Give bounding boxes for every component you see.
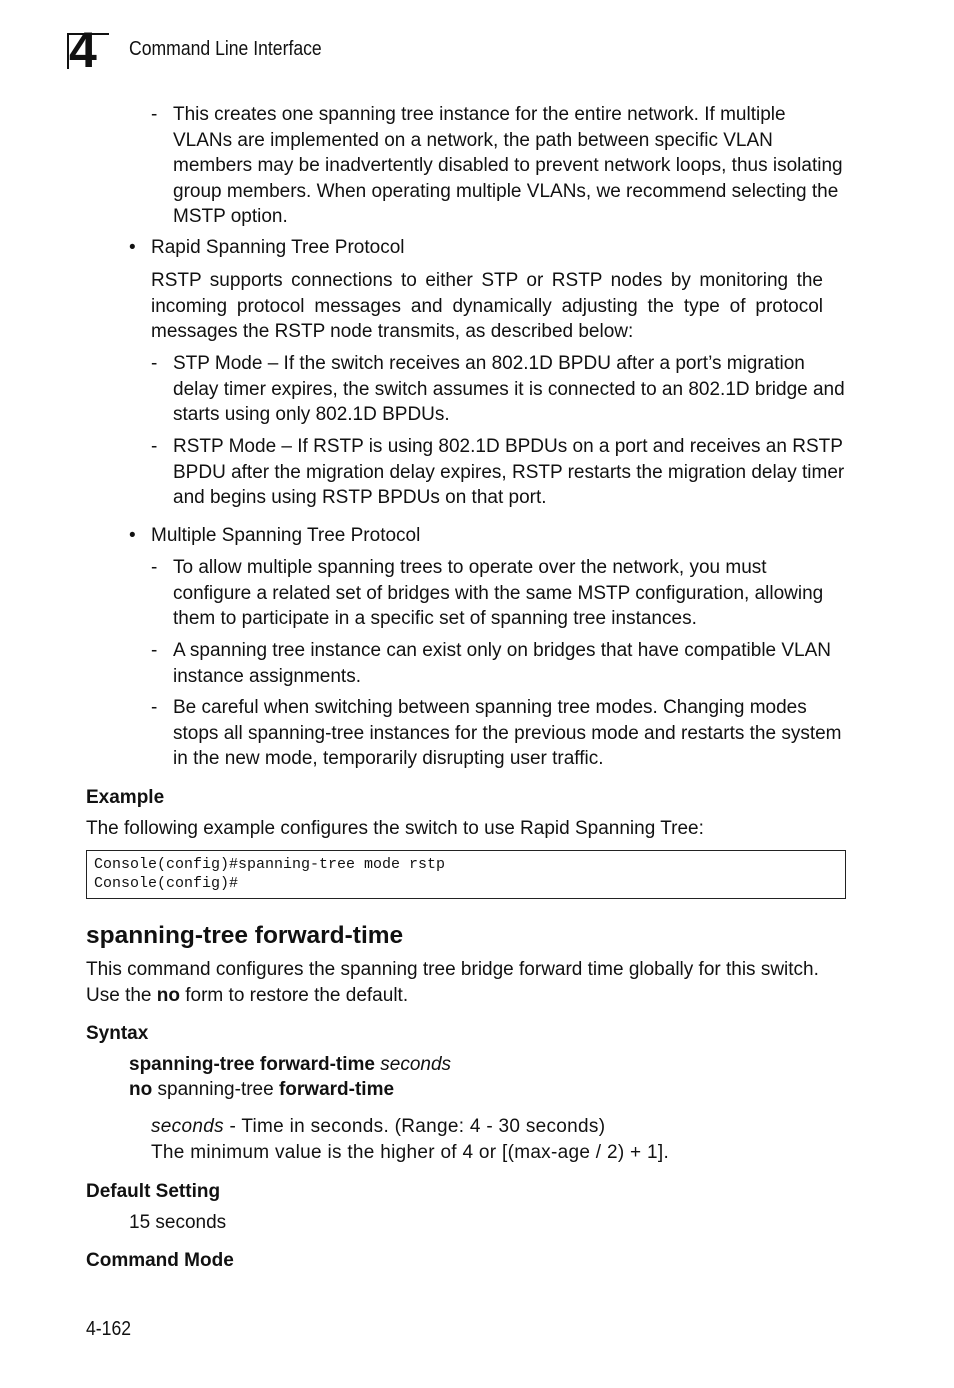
dash-marker: - xyxy=(151,557,158,578)
code-line: Console(config)#spanning-tree mode rstp xyxy=(94,856,446,873)
list-item: STP Mode – If the switch receives an 802.1D BPDU after a port’s migration delay timer expires, the switch assumes it is connected to an 802.1D bridge and starts using only 802.1D BPDUs. xyxy=(173,353,845,425)
section-description: This command configures the spanning tree bridge forward time globally for this switch. Use the no form to restore the default. xyxy=(86,959,819,1006)
syntax-heading: Syntax xyxy=(86,1023,149,1044)
chapter-number: 4 xyxy=(69,22,95,78)
dash-marker: - xyxy=(151,697,158,718)
bullet-rstp: Rapid Spanning Tree Protocol xyxy=(151,237,405,258)
bullet-marker: • xyxy=(129,237,136,258)
example-heading: Example xyxy=(86,787,165,808)
dash-marker: - xyxy=(151,353,158,374)
syntax-line-1: spanning-tree forward-time seconds xyxy=(129,1054,452,1075)
default-value: 15 seconds xyxy=(129,1212,227,1233)
code-line: Console(config)# xyxy=(94,875,239,892)
page-number: 4-162 xyxy=(86,1318,132,1340)
dash-marker: - xyxy=(151,436,158,457)
bullet-mstp: Multiple Spanning Tree Protocol xyxy=(151,525,421,546)
syntax-line-2: no spanning-tree forward-time xyxy=(129,1079,395,1100)
list-item: RSTP Mode – If RSTP is using 802.1D BPDUs on a port and receives an RSTP BPDU after the migration delay expires, RSTP restarts the migration delay timer and begins using RSTP BPDUs on that port. xyxy=(173,436,845,508)
list-item: This creates one spanning tree instance for the entire network. If multiple VLANs are implemented on a network, the path between specific VLAN members may be inadvertently disabled to prevent network loops, thus isolating group members. When operating multiple VLANs, we recommend selecting the MSTP option. xyxy=(173,104,843,227)
default-heading: Default Setting xyxy=(86,1181,221,1202)
list-item: To allow multiple spanning trees to operate over the network, you must configure a related set of bridges with the same MSTP configuration, allowing them to participate in a specific set of spanning tree instances. xyxy=(173,557,824,629)
list-item: A spanning tree instance can exist only on bridges that have compatible VLAN instance assignments. xyxy=(173,640,832,687)
param-note: The minimum value is the higher of 4 or [(max-age / 2) + 1]. xyxy=(151,1142,670,1163)
rstp-intro: RSTP supports connections to either STP or RSTP nodes by monitoring the incoming protocol messages and dynamically adjusting the type of protocol messages the RSTP node transmits, as described below: xyxy=(151,270,823,342)
param-seconds: seconds - Time in seconds. (Range: 4 - 30 seconds) xyxy=(151,1116,606,1137)
command-mode-heading: Command Mode xyxy=(86,1250,234,1271)
list-item: Be careful when switching between spanning tree modes. Changing modes stops all spanning-tree instances for the previous mode and restarts the system in the new mode, temporarily disrupting user traffic. xyxy=(173,697,842,769)
code-block xyxy=(86,850,846,899)
section-title: spanning-tree forward-time xyxy=(86,922,404,949)
chapter-number-box xyxy=(67,22,109,78)
dash-marker: - xyxy=(151,104,158,125)
dash-marker: - xyxy=(151,640,158,661)
header-title: Command Line Interface xyxy=(129,38,322,60)
bullet-marker: • xyxy=(129,525,136,546)
example-text: The following example configures the switch to use Rapid Spanning Tree: xyxy=(86,818,704,839)
